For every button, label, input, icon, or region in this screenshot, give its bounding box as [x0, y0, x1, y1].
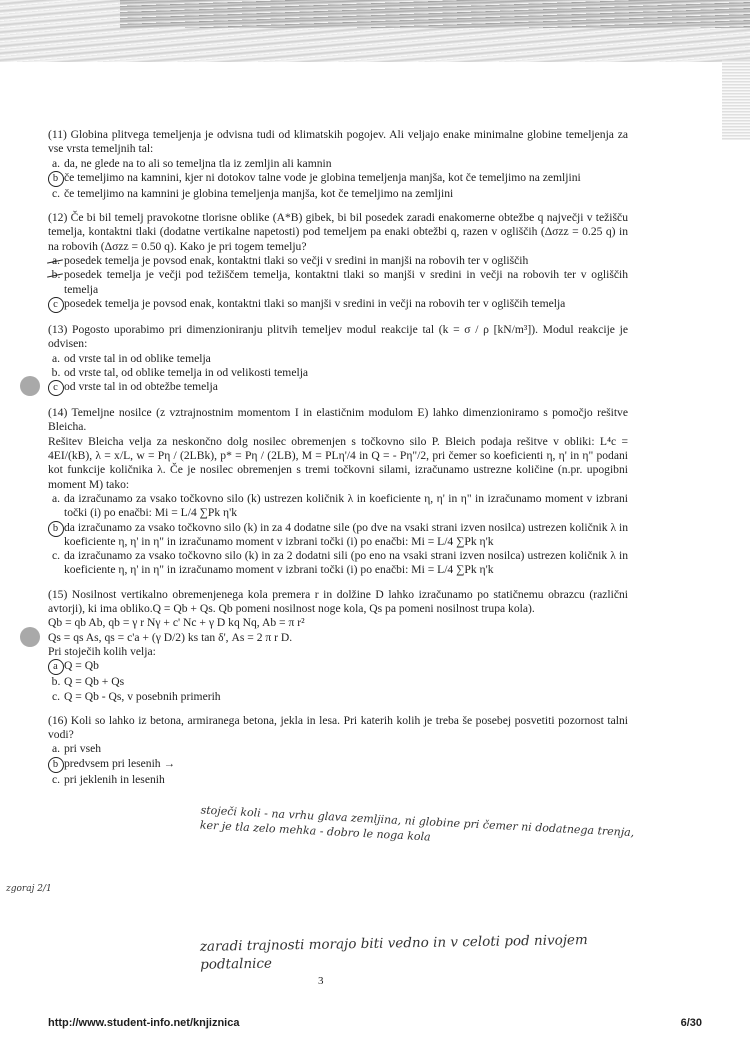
punch-hole-top: [20, 376, 40, 396]
option-c: [48, 773, 628, 787]
option-text: da izračunamo za vsako točkovno silo (k) ustrezen količnik λ in koeficiente η, η' in η" in izračunamo moment v izbrani točki (i) po enačbi: Mi = L/4 ∑Pk η'k: [64, 491, 628, 520]
option-text: pri jeklenih in lesenih: [64, 772, 165, 786]
question-text: (12) Če bi bil temelj pravokotne tlorisne oblike (A*B) gibek, bi bil posedek zaradi enakomerne obtežbe q največji v težišču temelja, kontaktni tlaki (dodatne vertikalne napetosti) pod temeljem pa enaki obtežbi q, razen v ogliščih (Δσzz = 0.25 q) in na robovih (Δσzz = 0.50 q). Kako je pri togem temelju?: [48, 211, 628, 253]
scan-edge-artifact: [722, 60, 750, 140]
formula-base: Qb = qb Ab, qb = γ r Nγ + c' Nc + γ D kq Nq, Ab = π r²: [48, 616, 305, 630]
option-c: [48, 297, 628, 313]
question-prefix: Pri stoječih kolih velja:: [48, 644, 156, 658]
option-text: predvsem pri lesenih →: [64, 756, 176, 770]
footer-url: http://www.student-info.net/knjiznica: [48, 1017, 240, 1029]
option-letter: a.: [51, 742, 61, 756]
question-text: (14) Temeljne nosilce (z vztrajnostnim momentom I in elastičnim modulom E) lahko dimenzioniramo s pomočjo rešitve Bleicha.: [48, 406, 628, 434]
option-text: posedek temelja je povsod enak, kontaktni tlaki so manjši v sredini in večji na robovih ter v ogliščih temelja: [64, 296, 566, 310]
option-c: [48, 690, 628, 704]
option-b: [48, 521, 628, 550]
option-a: [48, 157, 628, 171]
page-mark: 3: [318, 975, 324, 987]
option-b: [48, 366, 628, 380]
question-text: (15) Nosilnost vertikalno obremenjenega kola premera r in dolžine D lahko izračunamo po statičnemu obrazcu (različni avtorji), ki ima obliko.Q = Qb + Qs. Qb pomeni nosilnost noge kola, Qs pa pomeni nosilnost trupa kola).: [48, 587, 628, 616]
margin-handwritten-note: zgoraj 2/1: [6, 884, 52, 894]
circled-answer: a: [48, 659, 64, 675]
scan-top-band: [0, 0, 750, 62]
option-b: [48, 268, 628, 297]
option-a: [48, 352, 628, 366]
option-letter: a.: [51, 156, 61, 170]
option-text: od vrste tal in od oblike temelja: [64, 351, 211, 365]
footer-page-number: 6/30: [680, 1017, 702, 1029]
option-text: Q = Qb + Qs: [64, 675, 125, 689]
option-a: [48, 659, 628, 675]
option-letter: c.: [51, 186, 61, 200]
option-c: [48, 549, 628, 578]
option-b: [48, 757, 628, 773]
option-text: posedek temelja je povsod enak, kontaktni tlaki so večji v sredini in manjši na robovih ter v ogliščih: [64, 254, 529, 268]
question-11: [48, 128, 628, 201]
option-text: posedek temelja je večji pod težiščem temelja, kontaktni tlaki so manjši v sredini in večji na robovih ter v ogliščih temelja: [64, 268, 628, 296]
struck-option-letter: a.: [48, 254, 64, 268]
option-a: [48, 254, 628, 268]
option-text: da izračunamo za vsako točkovno silo (k) in za 4 dodatne sile (po dve na vsaki strani izven nosilca) ustrezen količnik λ in koeficiente η, η' in η" in izračunamo moment v izbrani točki (i) po enačbi: Mi = L/4 ∑Pk η'k: [64, 520, 628, 548]
option-a: [48, 742, 628, 756]
option-text: da, ne glede na to ali so temeljna tla iz zemljin ali kamnin: [64, 156, 332, 170]
question-text: (13) Pogosto uporabimo pri dimenzioniranju plitvih temeljev modul reakcije tal (k = σ / ρ [kN/m³]). Modul reakcije je odvisen:: [48, 322, 628, 351]
option-letter: c.: [51, 689, 61, 703]
circled-answer: c: [48, 380, 64, 396]
option-text: če temeljimo na kamnini je globina temeljenja manjša, kot če temeljimo na zemljini: [64, 186, 454, 200]
option-text: pri vseh: [64, 742, 102, 756]
circled-answer: b: [48, 757, 64, 773]
circled-answer: c: [48, 297, 64, 313]
handwritten-note-q15: stoječi koli - na vrhu glava zemljina, ni globine pri čemer ni dodatnega trenja, ker je tla zelo mehka - dobro le noga kola: [199, 803, 635, 844]
document-body: [48, 128, 628, 797]
question-13: [48, 323, 628, 396]
option-letter: a.: [51, 351, 61, 365]
option-text: od vrste tal, od oblike temelja in od velikosti temelja: [64, 365, 309, 379]
circled-answer: b: [48, 521, 64, 537]
question-15: [48, 588, 628, 704]
option-a: [48, 492, 628, 521]
punch-hole-bottom: [20, 627, 40, 647]
option-c: [48, 187, 628, 201]
option-text: da izračunamo za vsako točkovno silo (k) in za 2 dodatni sili (po eno na vsaki strani izven nosilca) ustrezen količnik λ in koeficiente η, η' in η" in izračunamo moment v izbrani točki (i) po enačbi: Mi = L/4 ∑Pk η'k: [64, 549, 628, 577]
question-16: [48, 714, 628, 787]
option-letter: c.: [51, 772, 61, 786]
question-14: [48, 406, 628, 578]
struck-option-letter: b.: [48, 268, 64, 297]
question-text: (16) Koli so lahko iz betona, armiranega betona, jekla in lesa. Pri katerih kolih je treba še posebej posvetiti pozornost talni vodi?: [48, 713, 628, 742]
option-text: če temeljimo na kamnini, kjer ni dotokov talne vode je globina temeljenja manjša, kot če temeljimo na zemljini: [64, 170, 581, 184]
option-letter: c.: [51, 549, 61, 563]
option-text: Q = Qb - Qs, v posebnih primerih: [64, 689, 221, 703]
option-letter: b.: [51, 365, 61, 379]
formula-shaft: Qs = qs As, qs = c'a + (γ D/2) ks tan δ', As = 2 π r D.: [48, 630, 293, 644]
option-text: Q = Qb: [64, 659, 99, 673]
handwritten-note-q16: zaradi trajnosti morajo biti vedno in v celoti pod nivojem podtalnice: [199, 932, 588, 973]
option-b: [48, 171, 628, 187]
circled-answer: b: [48, 171, 64, 187]
option-letter: b.: [51, 675, 61, 689]
question-12: [48, 211, 628, 313]
option-b: [48, 675, 628, 689]
option-c: [48, 380, 628, 396]
question-text-continued: Rešitev Bleicha velja za neskončno dolg nosilec obremenjen s točkovno silo P. Bleich podaja rešitve v obliki: L⁴c = 4EI/(kB), λ = x/L, w = Pη / (2LBk), p* = Pη / (2LB), M = PLη'/4 in Q = - Pη"/2, pri čemer so koeficienti η, η' in η" podani kot funkcije količnika λ. Če je nosilec obremenjen s tremi točkovni silami, izračunamo ustrezne količine (n.pr. upogibni moment M) tako:: [48, 434, 628, 491]
option-letter: a.: [51, 491, 61, 505]
option-text: od vrste tal in od obtežbe temelja: [64, 380, 218, 394]
question-text: (11) Globina plitvega temeljenja je odvisna tudi od klimatskih pogojev. Ali veljajo enake minimalne globine temeljenja za vse vrsta temeljnih tal:: [48, 128, 628, 156]
